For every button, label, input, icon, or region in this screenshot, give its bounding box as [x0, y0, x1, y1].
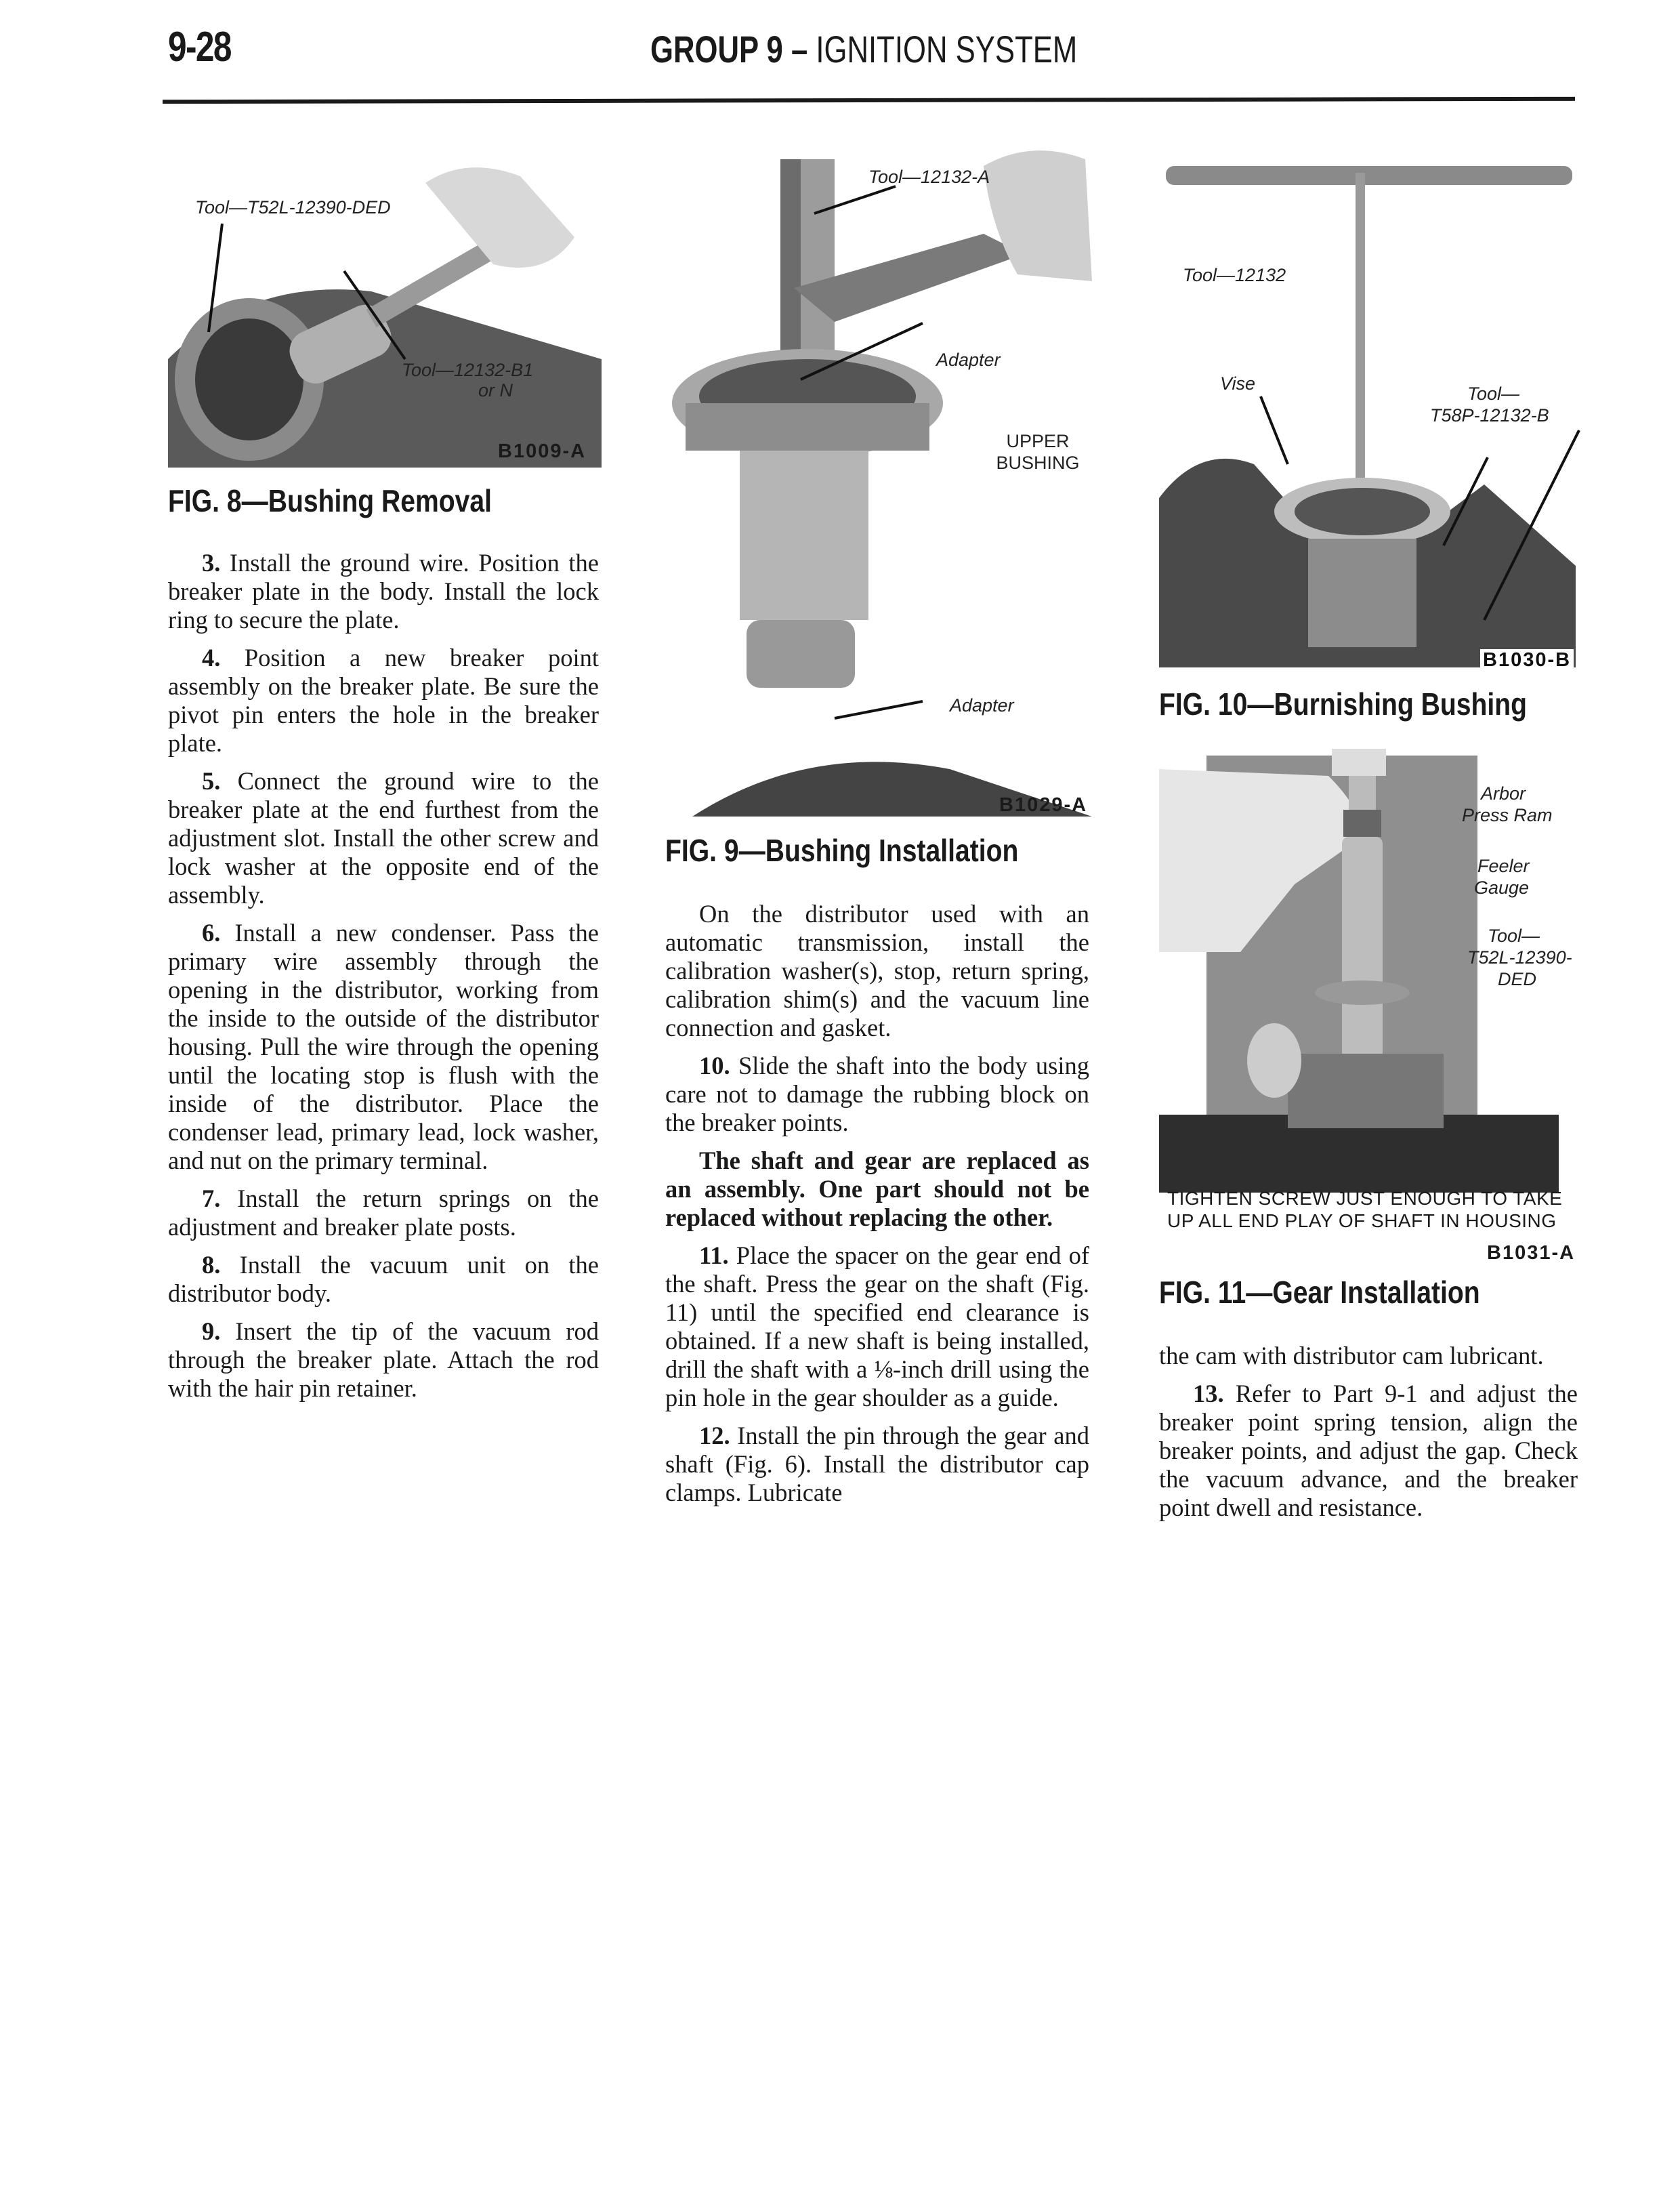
fig10-photo — [1159, 146, 1576, 667]
step-3: 3. Install the ground wire. Position the breaker plate in the body. Install the lock ring to secure the plate. — [168, 549, 599, 634]
fig8-photo — [168, 156, 602, 468]
step-6: 6. Install a new condenser. Pass the primary wire assembly through the opening in the distributor, working from the inside to the outside of the distributor housing. Pull the wire through the opening until the locating stop is flush with the inside of the distributor. Place the condenser lead, primary lead, lock washer, and nut on the primary terminal. — [168, 919, 599, 1174]
middle-column — [665, 900, 1089, 1516]
step-11: 11. Place the spacer on the gear end of the shaft. Press the gear on the shaft (Fig. 11) until the specified end clearance is obtained. If a new shaft is being installed, drill the shaft with a ⅛-inch drill using the pin hole in the gear shoulder as a guide. — [665, 1241, 1089, 1411]
step-10: 10. Slide the shaft into the body using care not to damage the rubbing block on the breaker points. — [665, 1052, 1090, 1136]
fig8-label-tool-1: Tool—T52L-12390-DED — [195, 197, 391, 218]
fig11-label-feeler: Feeler — [1477, 856, 1530, 876]
fig9-photo — [665, 146, 1092, 817]
fig10-caption: FIG. 10—Burnishing Bushing — [1159, 686, 1528, 722]
fig9-label-adapter-lower: Adapter — [950, 695, 1014, 716]
right-column — [1159, 1342, 1578, 1531]
fig9-label-adapter-upper: Adapter — [936, 350, 1001, 370]
section-title: IGNITION SYSTEM — [816, 28, 1078, 70]
step-12-continuation: the cam with distributor cam lubricant. — [1159, 1342, 1544, 1369]
step-7: 7. Install the return springs on the adjustment and breaker plate posts. — [168, 1184, 599, 1241]
running-header — [650, 27, 1077, 71]
header-rule — [163, 97, 1575, 104]
fig8-label-tool-2: Tool—12132-B1 — [402, 360, 534, 380]
fig11-label-press-ram: Press Ram — [1462, 805, 1553, 825]
fig9-label-upper: UPPER — [1006, 431, 1070, 451]
fig11-label-tool-suffix: DED — [1498, 969, 1537, 989]
step-9: 9. Insert the tip of the vacuum rod through the breaker plate. Attach the rod with the hair pin retainer. — [168, 1317, 600, 1402]
fig11-label-tool-number: T52L-12390- — [1467, 947, 1572, 968]
step-8: 8. Install the vacuum unit on the distributor body. — [168, 1251, 599, 1307]
fig11-label-tool: Tool— — [1488, 926, 1540, 946]
fig8-code: B1009-A — [498, 440, 587, 462]
shaft-gear-note: The shaft and gear are replaced as an assembly. One part should not be replaced without replacing the other. — [665, 1147, 1089, 1231]
fig10-label-vise: Vise — [1220, 373, 1256, 394]
group-label: GROUP 9 — [650, 28, 783, 70]
fig9-label-bushing: BUSHING — [996, 453, 1080, 473]
fig8-label-tool-2-alt: or N — [478, 380, 513, 400]
header-dash: – — [791, 28, 808, 70]
step-5: 5. Connect the ground wire to the breaker plate at the end furthest from the adjustment slot. Install the other screw and lock washer at the opposite end of the assembly. — [168, 767, 599, 909]
fig11-label-gauge: Gauge — [1474, 878, 1530, 898]
fig10-code: B1030-B — [1480, 649, 1574, 672]
automatic-transmission-paragraph: On the distributor used with an automatic transmission, install the calibration washer(s), stop, return spring, calibration shim(s) and the vacuum line connection and gasket. — [665, 900, 1089, 1041]
fig11-photo — [1159, 749, 1572, 1193]
fig10-label-tool-2-number: T58P-12132-B — [1430, 405, 1549, 426]
fig11-code: B1031-A — [1487, 1242, 1576, 1264]
left-column — [168, 549, 599, 1412]
fig10-label-tool-2: Tool— — [1467, 384, 1520, 404]
fig10-label-tool: Tool—12132 — [1183, 265, 1286, 285]
step-13: 13. Refer to Part 9-1 and adjust the breaker point spring tension, align the breaker points, and adjust the gap. Check the vacuum advance, and the breaker point dwell and resistance. — [1159, 1380, 1578, 1521]
fig9-illustration — [665, 146, 1092, 817]
step-4: 4. Position a new breaker point assembly on the breaker plate. Be sure the pivot pin enters the hole in the breaker plate. — [168, 644, 599, 757]
fig11-label-arbor: Arbor — [1481, 783, 1526, 804]
fig9-caption: FIG. 9—Bushing Installation — [665, 833, 1019, 868]
page-number: 9-28 — [168, 24, 231, 70]
fig9-code: B1029-A — [999, 794, 1088, 816]
fig11-note-line-2: UP ALL END PLAY OF SHAFT IN HOUSING — [1167, 1210, 1557, 1231]
fig11-caption: FIG. 11—Gear Installation — [1159, 1275, 1480, 1310]
step-12: 12. Install the pin through the gear and shaft (Fig. 6). Install the distributor cap clamps. Lubricate — [665, 1422, 1089, 1506]
fig11-note-line-1: TIGHTEN SCREW JUST ENOUGH TO TAKE — [1167, 1188, 1563, 1209]
fig9-label-tool: Tool—12132-A — [868, 167, 990, 187]
fig8-caption: FIG. 8—Bushing Removal — [168, 483, 492, 518]
